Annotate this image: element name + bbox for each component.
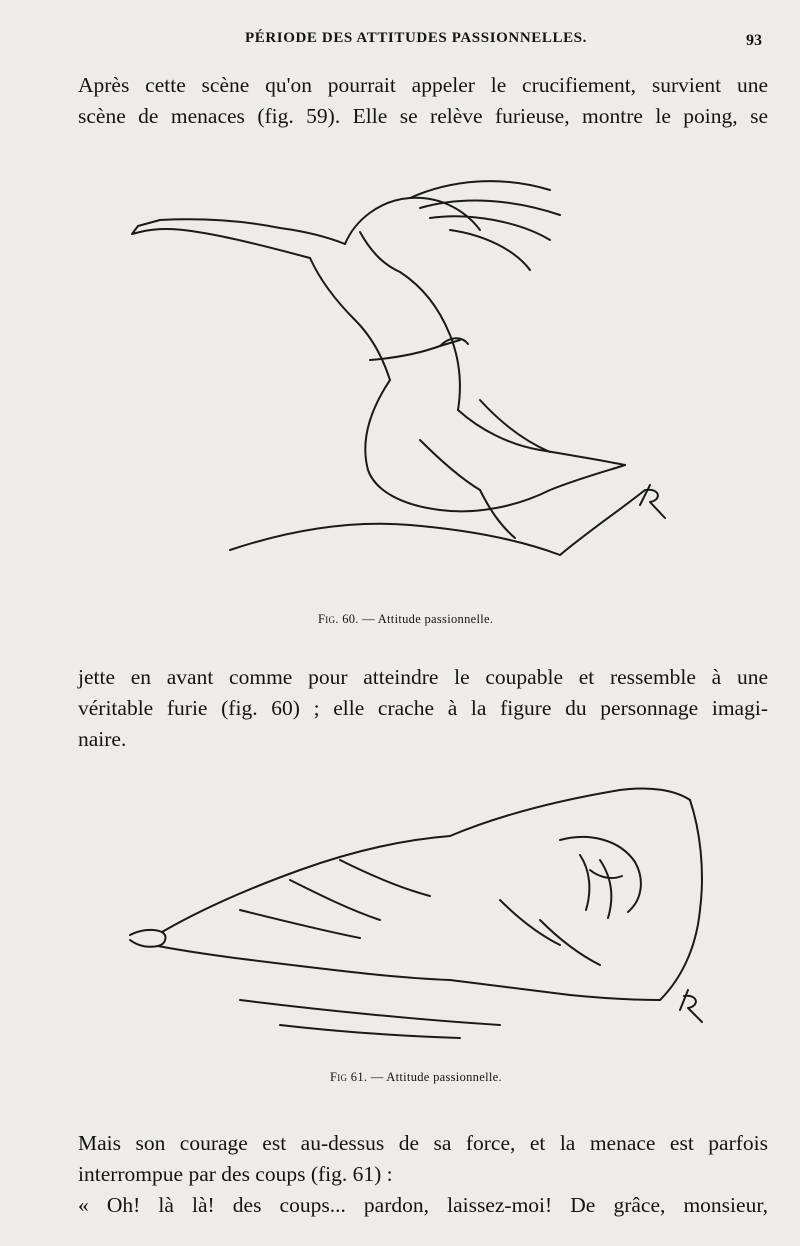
running-head: PÉRIODE DES ATTITUDES PASSIONNELLES.	[245, 30, 587, 46]
text-line: véritable furie (fig. 60) ; elle crache à la figure du personnage imagi-	[78, 696, 768, 720]
figure-61-illustration	[120, 770, 720, 1060]
text-line: Mais son courage est au-dessus de sa force, et la menace est parfois	[78, 1131, 768, 1155]
paragraph-1	[78, 70, 768, 132]
figure-60-illustration	[120, 160, 680, 600]
text-line: « Oh! là là! des coups... pardon, laissez-moi! De grâce, monsieur,	[78, 1193, 768, 1217]
figure-number: Fig 61.	[330, 1070, 368, 1084]
figure-number: Fig. 60.	[318, 612, 359, 626]
page-number: 93	[746, 32, 762, 49]
text-line: Après cette scène qu'on pourrait appeler le crucifiement, survient une	[78, 73, 768, 97]
text-line: jette en avant comme pour atteindre le coupable et ressemble à une	[78, 665, 768, 689]
figure-caption-text: — Attitude passionnelle.	[370, 1070, 502, 1084]
text-line: naire.	[78, 727, 127, 751]
paragraph-3	[78, 1128, 768, 1221]
text-line: scène de menaces (fig. 59). Elle se relève furieuse, montre le poing, se	[78, 104, 768, 128]
paragraph-2	[78, 662, 768, 755]
figure-60-caption	[318, 612, 493, 627]
text-line: interrompue par des coups (fig. 61) :	[78, 1162, 393, 1186]
figure-caption-text: — Attitude passionnelle.	[362, 612, 494, 626]
figure-61-caption	[330, 1070, 502, 1085]
